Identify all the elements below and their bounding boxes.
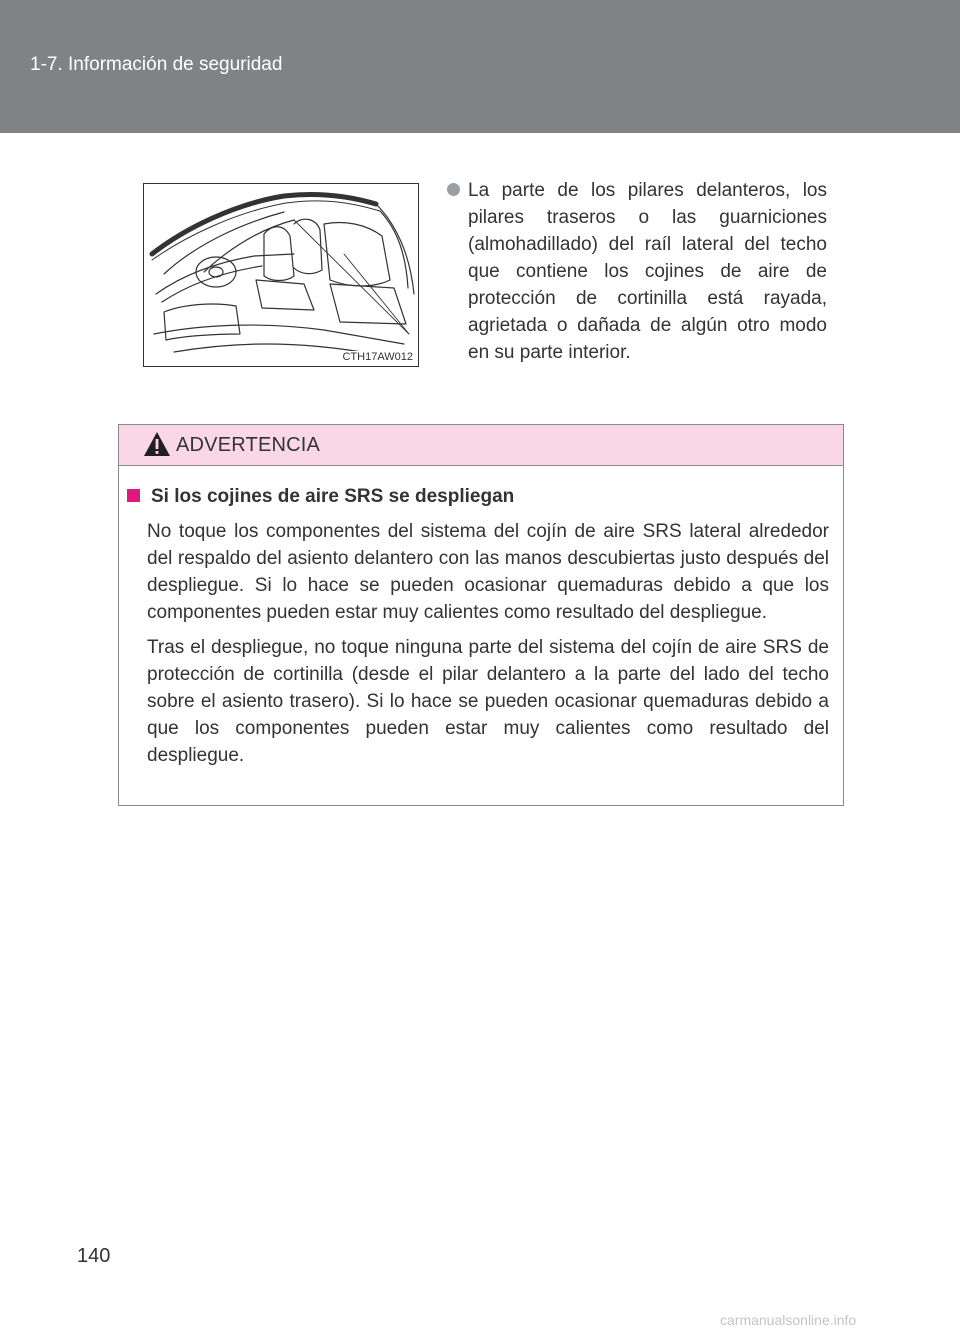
warning-section-heading xyxy=(127,483,829,510)
warning-box xyxy=(118,424,844,806)
car-interior-drawing xyxy=(144,184,419,367)
warning-section-title: Si los cojines de aire SRS se despliegan xyxy=(151,486,515,507)
warning-title: ADVERTENCIA xyxy=(176,434,321,456)
page-number: 140 xyxy=(77,1245,111,1267)
section-title: 1-7. Información de seguridad xyxy=(30,54,283,75)
warning-paragraph-2: Tras el despliegue, no toque ninguna parte del sistema del cojín de aire SRS de protección de cortinilla (desde el pilar delantero a la parte del lado del techo sobre el asiento trasero). Si lo hace se pueden ocasionar quemaduras debido a que los componentes pueden estar muy calientes como resultado del despliegue. xyxy=(147,637,829,766)
warning-body xyxy=(127,483,829,769)
warning-paragraph-1: No toque los componentes del sistema del cojín de aire SRS lateral alrededor del respaldo del asiento delantero con las manos descubiertas justo después del despliegue. Si lo hace se pueden ocasionar quemaduras debido a que los componentes pueden estar muy calientes como resultado del despliegue. xyxy=(147,521,829,623)
watermark: carmanualsonline.info xyxy=(720,1312,857,1328)
square-marker-icon xyxy=(127,489,140,502)
warning-header xyxy=(119,425,843,466)
bullet-dot-icon xyxy=(447,183,460,196)
bullet-item xyxy=(447,177,827,366)
warning-triangle-icon xyxy=(143,431,171,457)
car-interior-illustration xyxy=(143,183,419,367)
header-bar xyxy=(0,0,960,133)
bullet-text: La parte de los pilares delanteros, los pilares traseros o las guarniciones (almohadillado) del raíl lateral del techo que contiene los cojines de aire de protección de cortinilla está rayada, agrietada o dañada de algún otro modo en su parte interior. xyxy=(468,180,827,363)
figure-code: CTH17AW012 xyxy=(342,351,413,363)
